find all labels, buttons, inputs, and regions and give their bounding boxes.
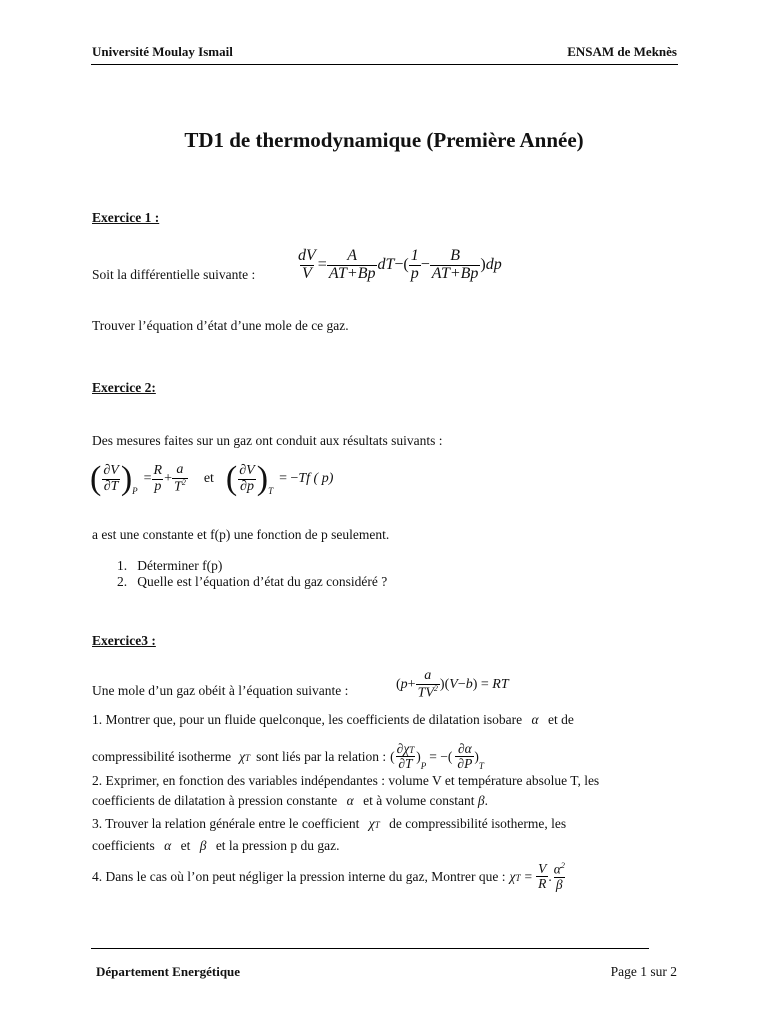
exercise-2-questions [117, 558, 387, 590]
footer-left: Département Energétique [96, 964, 241, 979]
header-right: ENSAM de Meknès [567, 44, 677, 59]
exercise-3-q2-line1: 2. Exprimer, en fonction des variables indépendantes : volume V et température absolue T, les [92, 773, 600, 788]
exercise-2-intro: Des mesures faites sur un gaz ont conduit aux résultats suivants : [92, 433, 443, 448]
exercise-3-q1-line2: compressibilité isotherme χT sont liés par la relation : ( $\frac{\partial\chi T}{\partial T}$ ) P = −( $\frac{\partial\alpha}{\partial P}$ ) T [92, 741, 484, 772]
exercise-3-q1-line1: 1. Montrer que, pour un fluide quelconque, les coefficients de dilatation isobare α et de [92, 712, 574, 727]
page-title: TD1 de thermodynamique (Première Année) [184, 128, 584, 152]
footer-page-number: Page 1 sur 2 [610, 964, 677, 979]
exercise-1-task: Trouver l’équation d’état d’une mole de ce gaz. [92, 318, 349, 333]
exercise-1-differential: $\frac{dV}{V}$ = $\frac{A}{AT+Bp}$ dT −( $\frac{1}{p}$ − $\frac{B}{AT+Bp}$ ) dp [298, 247, 502, 282]
exercise-2-measurements: ( $\frac{\partial V}{\partial T}$ ) P = $\frac{R}{p}$ + $\frac{a}{T^2}$ et ( $\frac{\partial V}{\partial p}$ ) T = − Tf ( p) [90, 460, 334, 497]
exercise-1-intro: Soit la différentielle suivante : [92, 267, 256, 282]
list-item: 2. Quelle est l’équation d’état du gaz considéré ? [117, 574, 388, 589]
list-item: 1. Déterminer f(p) [117, 558, 223, 573]
header-rule [91, 64, 678, 65]
exercise-3-equation-of-state: ( p + $\frac{a}{TV^2}$ )( V − b ) = RT [396, 668, 509, 701]
exercise-2-note: a est une constante et f(p) une fonction de p seulement. [92, 527, 390, 542]
exercise-3-q2-line2: coefficients de dilatation à pression constante α et à volume constant β. [92, 793, 488, 808]
exercise-3-q4: 4. Dans le cas où l’on peut négliger la pression interne du gaz, Montrer que : χT = $\frac{V}{R}$ . $\frac{\alpha^2}{\beta}$ [92, 861, 565, 892]
exercise-3-heading: Exercice3 : [92, 633, 156, 648]
exercise-1-heading: Exercice 1 : [92, 210, 160, 225]
footer-rule [91, 948, 649, 949]
exercise-3-q3-line1: 3. Trouver la relation générale entre le coefficient χT de compressibilité isotherme, les [92, 816, 567, 831]
exercise-3-intro: Une mole d’un gaz obéit à l’équation suivante : [92, 683, 349, 698]
exercise-2-heading: Exercice 2: [92, 380, 156, 395]
exercise-2-et: et [203, 471, 214, 486]
exercise-3-q3-line2: coefficients α et β et la pression p du gaz. [92, 838, 340, 853]
header-left: Université Moulay Ismail [92, 44, 233, 59]
